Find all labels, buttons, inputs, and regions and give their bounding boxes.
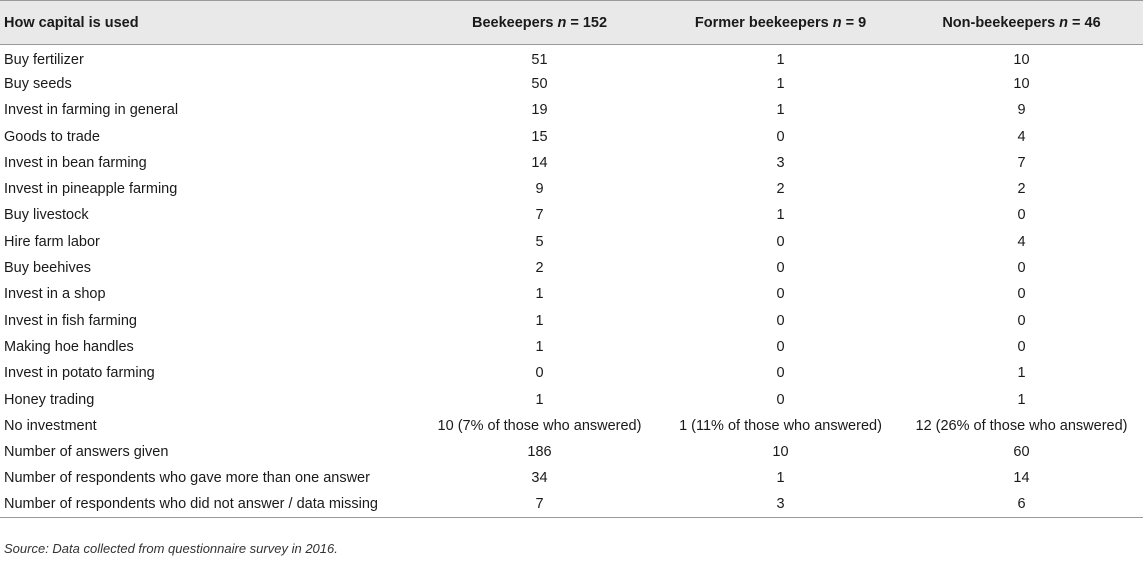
table-row [0,386,1143,412]
table-row [0,360,1143,386]
cell-non-beekeepers: 60 [1013,444,1030,461]
table-row [0,255,1143,281]
table-row [0,492,1143,518]
row-label: Buy seeds [4,75,72,92]
table-row [0,71,1143,97]
table-row [0,307,1143,333]
cell-beekeepers: 19 [531,102,548,119]
cell-non-beekeepers: 0 [1017,338,1026,355]
cell-non-beekeepers: 12 (26% of those who answered) [915,417,1128,434]
cell-beekeepers: 51 [531,51,548,68]
cell-former-beekeepers: 1 [776,75,785,92]
table-row [0,281,1143,307]
row-label: Number of respondents who did not answer / data missing [0,492,418,518]
cell-non-beekeepers: 14 [1013,470,1030,487]
cell-former-beekeepers: 3 [776,154,785,171]
table-row [0,202,1143,228]
cell-beekeepers: 0 [535,365,544,382]
header-non-count: = 46 [1068,14,1101,31]
cell-non-beekeepers: 1 [1017,391,1026,408]
table-row [0,123,1143,149]
cell-beekeepers: 7 [418,492,661,518]
cell-beekeepers: 1 [535,338,544,355]
cell-beekeepers: 14 [531,154,548,171]
row-label: Invest in fish farming [4,312,137,329]
header-former-beekeepers [661,1,900,45]
cell-former-beekeepers: 0 [776,391,785,408]
header-beekeepers-count: = 152 [566,14,608,31]
cell-beekeepers: 186 [527,444,552,461]
cell-former-beekeepers: 0 [776,312,785,329]
row-label: Invest in a shop [4,286,106,303]
cell-former-beekeepers: 1 [776,102,785,119]
cell-former-beekeepers: 1 [776,207,785,224]
cell-beekeepers: 1 [535,312,544,329]
row-label: Goods to trade [4,128,100,145]
cell-non-beekeepers: 4 [1017,233,1026,250]
header-beekeepers-n: n [557,14,567,31]
cell-former-beekeepers: 0 [776,365,785,382]
row-label: Number of respondents who gave more than one answer [4,470,370,487]
cell-former-beekeepers: 2 [776,181,785,198]
row-label: Honey trading [4,391,95,408]
cell-former-beekeepers: 1 [776,51,785,68]
cell-former-beekeepers: 1 (11% of those who answered) [679,417,882,434]
cell-former-beekeepers: 0 [776,260,785,277]
header-non-label: Non-beekeepers [942,14,1060,31]
cell-former-beekeepers: 0 [776,338,785,355]
cell-non-beekeepers: 10 [1013,75,1030,92]
cell-non-beekeepers: 0 [1017,286,1026,303]
table-row [0,229,1143,255]
table-header [0,1,1143,45]
cell-non-beekeepers: 0 [1017,260,1026,277]
header-non-beekeepers [900,1,1143,45]
cell-former-beekeepers: 1 [776,470,785,487]
row-label: Invest in pineapple farming [4,181,178,198]
cell-non-beekeepers: 9 [1017,102,1026,119]
row-label: Invest in bean farming [4,154,147,171]
table-row [0,97,1143,123]
cell-non-beekeepers: 0 [1017,207,1026,224]
row-label: No investment [4,417,97,434]
header-former-n: n [832,14,842,31]
header-row [0,1,1143,45]
row-label: Buy fertilizer [4,51,84,68]
header-how-capital-used: How capital is used [0,1,418,45]
cell-former-beekeepers: 0 [776,286,785,303]
table-row [0,150,1143,176]
cell-non-beekeepers: 2 [1017,181,1026,198]
row-label: Making hoe handles [4,338,134,355]
header-former-label: Former beekeepers [694,14,833,31]
table-row [0,176,1143,202]
cell-beekeepers: 5 [535,233,544,250]
row-label: Invest in farming in general [4,102,179,119]
cell-non-beekeepers: 0 [1017,312,1026,329]
table-body [0,45,1143,518]
cell-beekeepers: 1 [535,391,544,408]
row-label: Invest in potato farming [4,365,155,382]
cell-former-beekeepers: 10 [772,444,789,461]
table-row [0,413,1143,439]
cell-non-beekeepers: 4 [1017,128,1026,145]
cell-beekeepers: 50 [531,75,548,92]
cell-beekeepers: 2 [535,260,544,277]
cell-non-beekeepers: 1 [1017,365,1026,382]
header-non-n: n [1059,14,1069,31]
cell-former-beekeepers: 0 [776,128,785,145]
table-row [0,439,1143,465]
row-label: Buy beehives [4,260,92,277]
cell-former-beekeepers: 0 [776,233,785,250]
header-beekeepers-label: Beekeepers [471,14,558,31]
row-label: Hire farm labor [4,233,100,250]
cell-beekeepers: 34 [531,470,548,487]
table-row [0,334,1143,360]
header-beekeepers [418,1,661,45]
cell-beekeepers: 1 [535,286,544,303]
row-label: Number of answers given [4,444,169,461]
cell-non-beekeepers: 6 [900,492,1143,518]
cell-beekeepers: 9 [535,181,544,198]
cell-beekeepers: 10 (7% of those who answered) [437,417,642,434]
cell-former-beekeepers: 3 [661,492,900,518]
table-row [0,45,1143,71]
table-source-note: Source: Data collected from questionnaire survey in 2016. [4,541,338,556]
cell-beekeepers: 7 [535,207,544,224]
header-former-count: = 9 [841,14,867,31]
row-label: Buy livestock [4,207,89,224]
table-row [0,465,1143,491]
cell-non-beekeepers: 10 [1013,51,1030,68]
cell-non-beekeepers: 7 [1017,154,1026,171]
cell-beekeepers: 15 [531,128,548,145]
